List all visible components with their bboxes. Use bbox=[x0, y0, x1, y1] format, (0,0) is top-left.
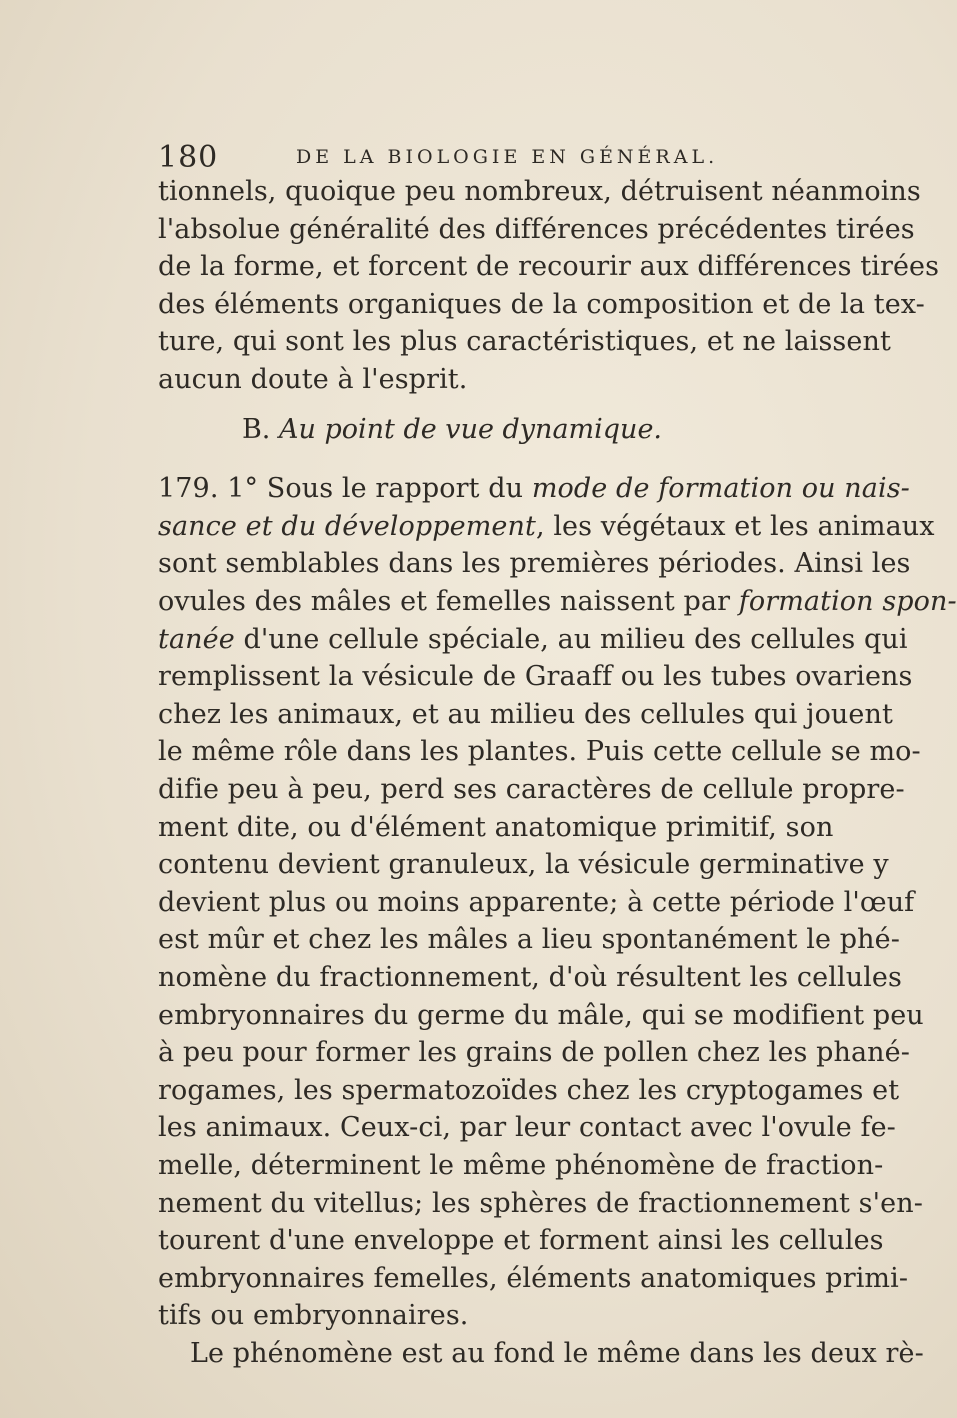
text-line bbox=[158, 620, 908, 660]
text-line: tionnels, quoique peu nombreux, détruisent néanmoins bbox=[158, 176, 921, 207]
text-line: tifs ou embryonnaires. bbox=[158, 1300, 469, 1332]
text-span: , les végétaux et les animaux bbox=[535, 510, 935, 542]
text-line: tourent d'une enveloppe et forment ainsi les cellules bbox=[158, 1225, 884, 1257]
text-line: difie peu à peu, perd ses caractères de cellule propre- bbox=[158, 774, 905, 805]
text-line: melle, déterminent le même phénomène de fraction- bbox=[158, 1150, 884, 1181]
text-line bbox=[158, 469, 910, 509]
text-span-italic: mode de formation ou nais- bbox=[531, 473, 910, 505]
section-heading bbox=[158, 410, 746, 450]
text-line: à peu pour former les grains de pollen chez les phané- bbox=[158, 1037, 910, 1069]
text-line: l'absolue généralité des différences précédentes tirées bbox=[158, 213, 915, 245]
running-head: DE LA BIOLOGIE EN GÉNÉRAL. bbox=[296, 146, 719, 168]
text-line: contenu devient granuleux, la vésicule germinative y bbox=[158, 849, 889, 881]
text-line: embryonnaires du germe du mâle, qui se modifient peu bbox=[158, 999, 924, 1031]
text-span-italic: tanée bbox=[158, 623, 235, 655]
text-line: aucun doute à l'esprit. bbox=[158, 364, 468, 395]
text-line: chez les animaux, et au milieu des cellules qui jouent bbox=[158, 698, 893, 730]
text-line: de la forme, et forcent de recourir aux différences tirées bbox=[158, 251, 940, 283]
text-line: devient plus ou moins apparente; à cette période l'œuf bbox=[158, 886, 915, 918]
text-line: le même rôle dans les plantes. Puis cette cellule se mo- bbox=[158, 736, 921, 768]
section-title: Au point de vue dynamique. bbox=[279, 413, 663, 445]
text-line: embryonnaires femelles, éléments anatomiques primi- bbox=[158, 1262, 909, 1294]
text-span-italic: sance et du développement bbox=[158, 510, 536, 542]
text-line: nomène du fractionnement, d'où résultent les cellules bbox=[158, 962, 902, 993]
text-line: rogames, les spermatozoïdes chez les cryptogames et bbox=[158, 1074, 900, 1106]
section-letter: B. bbox=[241, 413, 271, 445]
text-line: les animaux. Ceux-ci, par leur contact avec l'ovule fe- bbox=[158, 1112, 896, 1144]
text-line: ture, qui sont les plus caractéristiques, et ne laissent bbox=[158, 326, 891, 358]
text-line: des éléments organiques de la composition et de la tex- bbox=[158, 288, 925, 320]
text-line: sont semblables dans les premières périodes. Ainsi les bbox=[158, 548, 911, 580]
text-line: nement du vitellus; les sphères de fractionnement s'en- bbox=[158, 1187, 923, 1219]
text-line: Le phénomène est au fond le même dans les deux rè- bbox=[190, 1338, 924, 1369]
text-span: d'une cellule spéciale, au milieu des cellules qui bbox=[234, 623, 908, 655]
text-line: est mûr et chez les mâles a lieu spontanément le phé- bbox=[158, 924, 900, 956]
text-line: ment dite, ou d'élément anatomique primitif, son bbox=[158, 811, 834, 843]
text-line bbox=[158, 507, 935, 547]
text-line: remplissent la vésicule de Graaff ou les tubes ovariens bbox=[158, 661, 913, 693]
text-span: 179. 1° Sous le rapport du bbox=[158, 473, 532, 505]
text-line bbox=[158, 582, 957, 622]
page-number: 180 bbox=[158, 140, 219, 175]
text-span: ovules des mâles et femelles naissent par bbox=[158, 586, 739, 617]
text-span-italic: formation spon- bbox=[738, 586, 957, 617]
